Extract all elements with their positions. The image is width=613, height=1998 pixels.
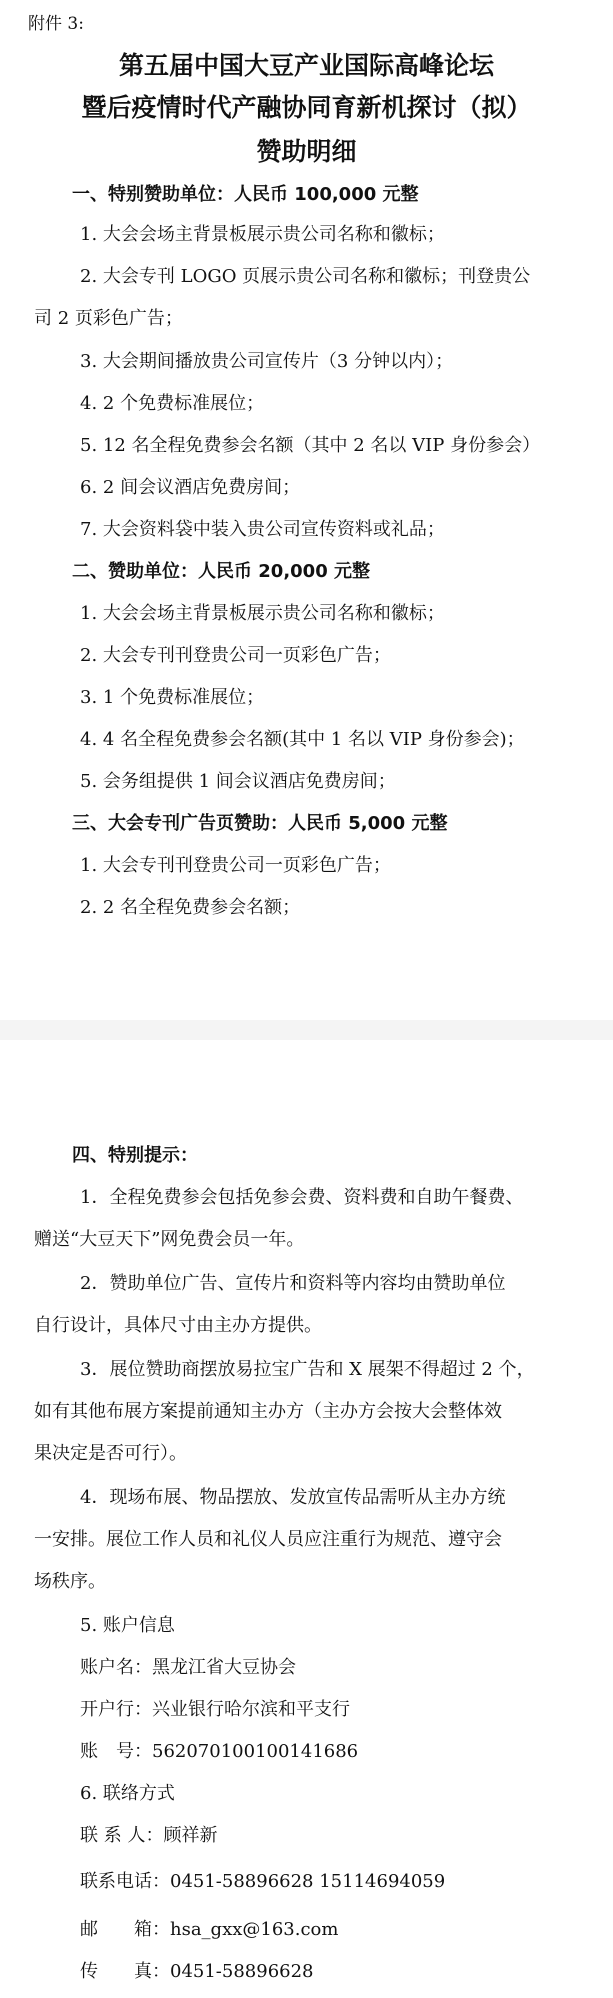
section-1-item: 7. 大会资料袋中装入贵公司宣传资料或礼品；	[80, 519, 445, 540]
section-2-item: 4. 4 名全程免费参会名额(其中 1 名以 VIP 身份参会)；	[80, 729, 525, 750]
contact-phone: 联系电话：0451-58896628 15114694059	[80, 1871, 446, 1892]
section-1-item: 1. 大会会场主背景板展示贵公司名称和徽标；	[80, 224, 445, 245]
attachment-label: 附件 3:	[28, 14, 84, 34]
contact-person: 联 系 人：顾祥新	[80, 1825, 218, 1846]
page-2	[0, 1040, 613, 1998]
note-paragraph-line: 1．全程免费参会包括免参会费、资料费和自助午餐费、	[80, 1187, 524, 1208]
note-paragraph-line: 一安排。展位工作人员和礼仪人员应注重行为规范、遵守会	[34, 1529, 502, 1550]
title-line-3: 赞助明细	[256, 137, 357, 166]
note-paragraph-line: 3．展位赞助商摆放易拉宝广告和 X 展架不得超过 2 个，	[80, 1359, 535, 1380]
account-name: 账户名：黑龙江省大豆协会	[80, 1657, 296, 1678]
section-3-heading: 三、大会专刊广告页赞助：人民币 5,000 元整	[72, 813, 448, 834]
section-3-item: 2. 2 名全程免费参会名额；	[80, 897, 301, 918]
account-number: 账 号：562070100100141686	[80, 1741, 359, 1762]
contact-fax: 传 真：0451-58896628	[80, 1961, 314, 1982]
note-paragraph-line: 赠送“大豆天下”网免费会员一年。	[34, 1229, 305, 1250]
contact-heading: 6. 联络方式	[80, 1783, 175, 1804]
section-1-item: 4. 2 个免费标准展位；	[80, 393, 265, 414]
section-1-item: 2. 大会专刊 LOGO 页展示贵公司名称和徽标；刊登贵公	[80, 266, 531, 287]
section-1-item: 6. 2 间会议酒店免费房间；	[80, 477, 301, 498]
title-line-2: 暨后疫情时代产融协同育新机探讨（拟）	[81, 93, 532, 122]
section-4-heading: 四、特别提示：	[72, 1145, 198, 1166]
section-2-item: 1. 大会会场主背景板展示贵公司名称和徽标；	[80, 603, 445, 624]
account-heading: 5. 账户信息	[80, 1615, 175, 1636]
title-line-1: 第五届中国大豆产业国际高峰论坛	[118, 51, 494, 80]
section-1-item: 3. 大会期间播放贵公司宣传片（3 分钟以内）；	[80, 351, 454, 372]
section-2-heading: 二、赞助单位：人民币 20,000 元整	[72, 561, 370, 582]
section-2-item: 2. 大会专刊刊登贵公司一页彩色广告；	[80, 645, 391, 666]
note-paragraph-line: 场秩序。	[34, 1571, 106, 1592]
page-gap	[0, 1020, 613, 1040]
section-1-item-cont: 司 2 页彩色广告；	[34, 308, 183, 329]
section-1-item: 5. 12 名全程免费参会名额（其中 2 名以 VIP 身份参会）	[80, 435, 541, 456]
note-paragraph-line: 4．现场布展、物品摆放、发放宣传品需听从主办方统	[80, 1487, 506, 1508]
note-paragraph-line: 自行设计，具体尺寸由主办方提供。	[34, 1315, 322, 1336]
section-3-item: 1. 大会专刊刊登贵公司一页彩色广告；	[80, 855, 391, 876]
contact-email: 邮 箱：hsa_gxx@163.com	[80, 1919, 339, 1940]
note-paragraph-line: 如有其他布展方案提前通知主办方（主办方会按大会整体效	[34, 1401, 502, 1422]
note-paragraph-line: 2．赞助单位广告、宣传片和资料等内容均由赞助单位	[80, 1273, 506, 1294]
note-paragraph-line: 果决定是否可行）。	[34, 1443, 187, 1464]
section-2-item: 3. 1 个免费标准展位；	[80, 687, 265, 708]
bank-name: 开户行：兴业银行哈尔滨和平支行	[80, 1699, 350, 1720]
section-2-item: 5. 会务组提供 1 间会议酒店免费房间；	[80, 771, 396, 792]
section-1-heading: 一、特别赞助单位：人民币 100,000 元整	[72, 184, 419, 205]
